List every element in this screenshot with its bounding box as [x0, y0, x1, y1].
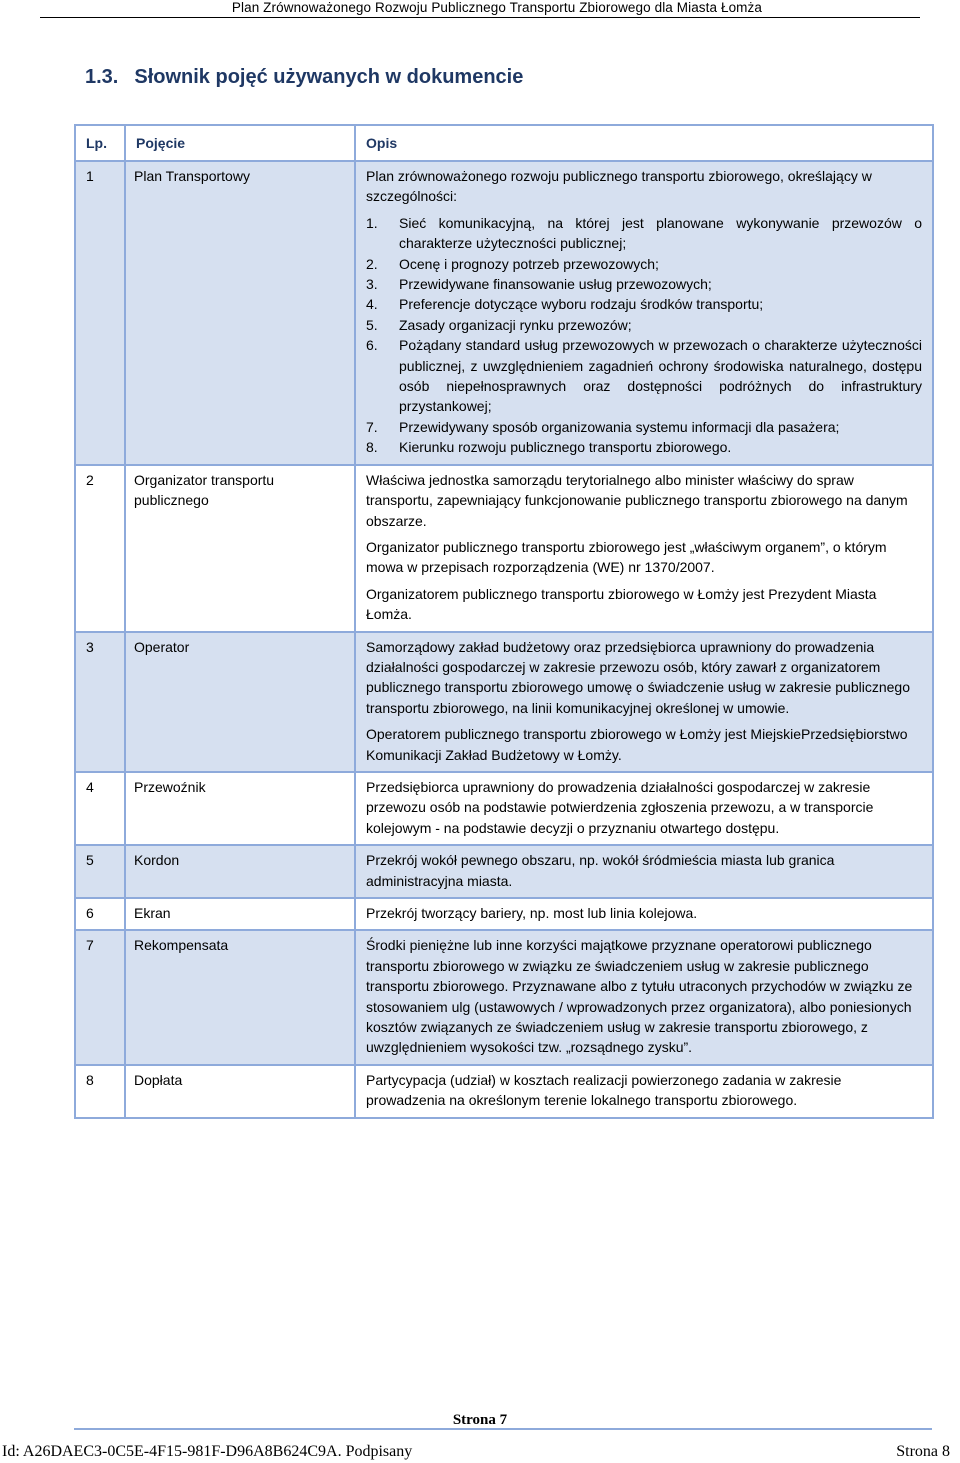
section-title-text: Słownik pojęć używanych w dokumencie	[134, 66, 524, 88]
row-description	[355, 930, 933, 1064]
list-item-text: Kierunku rozwoju publicznego transportu zbiorowego.	[399, 439, 732, 456]
row-term: Kordon	[125, 845, 355, 898]
list-item-number: 1.	[366, 214, 378, 231]
description-intro: Plan zrównoważonego rozwoju publicznego transportu zbiorowego, określający w szczególności:	[366, 168, 872, 205]
row-number: 3	[75, 632, 125, 772]
row-description	[355, 161, 933, 465]
column-header-opis: Opis	[355, 125, 933, 161]
table-row	[75, 161, 933, 465]
list-item-text: Ocenę i prognozy potrzeb przewozowych;	[399, 255, 659, 272]
page-number-label: Strona 7	[452, 1412, 508, 1428]
table-header-row	[75, 125, 933, 161]
row-number: 6	[75, 898, 125, 930]
table-row	[75, 465, 933, 632]
running-header: Plan Zrównoważonego Rozwoju Publicznego Transportu Zbiorowego dla Miasta Łomża	[231, 0, 762, 15]
list-item-number: 7.	[366, 418, 378, 435]
description-paragraph: Przekrój wokół pewnego obszaru, np. wokół śródmieścia miasta lub granica administracyjna miasta.	[366, 852, 835, 889]
list-item-text: Przewidywany sposób organizowania systemu informacji dla pasażera;	[399, 418, 840, 435]
list-item	[366, 213, 922, 254]
list-item	[366, 315, 922, 335]
row-term: Plan Transportowy	[125, 161, 355, 465]
row-term: Ekran	[125, 898, 355, 930]
list-item-text: Zasady organizacji rynku przewozów;	[399, 316, 632, 333]
glossary-table	[74, 124, 934, 1119]
description-paragraph: Organizatorem publicznego transportu zbiorowego w Łomży jest Prezydent Miasta Łomża.	[366, 585, 877, 623]
page-number-right: Strona 8	[896, 1443, 950, 1460]
list-item-text: Preferencje dotyczące wyboru rodzaju środków transportu;	[399, 296, 764, 313]
row-number: 1	[75, 161, 125, 465]
section-title	[85, 64, 523, 90]
column-header-lp: Lp.	[75, 125, 125, 161]
description-paragraph: Środki pieniężne lub inne korzyści majątkowe przyznane operatorowi publicznego transportu zbiorowego w związku ze świadczeniem usług w zakresie publicznego transportu zbiorowego. Przyznawane albo z tytułu utraconych przychodów w związku ze stosowaniem ulg (ustawowych / wprowadzonych przez organizatora), albo poniesionych kosztów związanych ze świadczeniem usług w zakresie transportu zbiorowego, z uwzględnieniem wysokości tzw. „rozsądnego zysku”.	[366, 937, 913, 1056]
row-description	[355, 898, 933, 930]
row-term: Przewoźnik	[125, 772, 355, 845]
list-item	[366, 417, 922, 437]
list-item	[366, 437, 922, 457]
list-item	[366, 254, 922, 274]
footer-rule	[74, 1428, 932, 1430]
list-item-number: 3.	[366, 276, 378, 293]
description-paragraph: Przedsiębiorca uprawniony do prowadzenia działalności gospodarczej w zakresie przewozu osób na podstawie potwierdzenia zgłoszenia przewozu, a w transporcie kolejowym - na podstawie decyzji o przyznaniu otwartego dostępu.	[366, 778, 874, 836]
list-item	[366, 294, 922, 314]
list-item-text: Przewidywane finansowanie usług przewozowych;	[399, 276, 712, 293]
list-item	[366, 335, 922, 417]
row-number: 2	[75, 465, 125, 632]
row-description	[355, 632, 933, 772]
table-row	[75, 930, 933, 1064]
row-description	[355, 772, 933, 845]
list-item-text: Sieć komunikacyjną, na której jest planowane wykonywanie przewozów o charakterze użyteczności publicznej;	[399, 214, 922, 252]
list-item	[366, 274, 922, 294]
description-paragraph: Przekrój tworzący bariery, np. most lub linia kolejowa.	[366, 905, 698, 921]
description-paragraph: Właściwa jednostka samorządu terytorialnego albo minister właściwy do spraw transportu, zapewniający funkcjonowanie publicznego transportu zbiorowego na danym obszarze.	[366, 471, 908, 529]
row-term: Operator	[125, 632, 355, 772]
table-row	[75, 898, 933, 930]
row-description	[355, 465, 933, 632]
list-item-number: 5.	[366, 316, 378, 333]
row-description	[355, 845, 933, 898]
table-row	[75, 1065, 933, 1118]
table-row	[75, 845, 933, 898]
list-item-text: Pożądany standard usług przewozowych w przewozach o charakterze użyteczności publicznej, z uwzględnieniem zagadnień ochrony środowiska naturalnego, dostępu osób niepełnosprawnych oraz dostępności podróżnych do infrastruktury przystankowej;	[399, 337, 922, 415]
row-term: Organizator transportu publicznego	[125, 465, 355, 632]
row-number: 7	[75, 930, 125, 1064]
row-term: Rekompensata	[125, 930, 355, 1064]
description-paragraph: Operatorem publicznego transportu zbiorowego w Łomży jest MiejskiePrzedsiębiorstwo Komunikacji Zakład Budżetowy w Łomży.	[366, 726, 908, 763]
row-description	[355, 1065, 933, 1118]
list-item-number: 8.	[366, 439, 378, 456]
header-rule	[40, 17, 920, 18]
row-number: 5	[75, 845, 125, 898]
table-row	[75, 632, 933, 772]
table-row	[75, 772, 933, 845]
description-paragraph: Samorządowy zakład budżetowy oraz przedsiębiorca uprawniony do prowadzenia działalności gospodarczej w zakresie przewozu osób, który zawarł z organizatorem publicznego transportu zbiorowego umowę o świadczenie usług w zakresie publicznego transportu zbiorowego, na linii komunikacyjnej określonej w umowie.	[366, 638, 910, 716]
row-term: Dopłata	[125, 1065, 355, 1118]
section-number: 1.3.	[85, 66, 119, 88]
description-paragraph: Partycypacja (udział) w kosztach realizacji powierzonego zadania w zakresie prowadzenia na określonym terenie lokalnego transportu zbiorowego.	[366, 1071, 842, 1109]
column-header-pojecie: Pojęcie	[125, 125, 355, 161]
list-item-number: 4.	[366, 296, 378, 313]
row-number: 4	[75, 772, 125, 845]
list-item-number: 6.	[366, 337, 378, 354]
document-id: Id: A26DAEC3-0C5E-4F15-981F-D96A8B624C9A. Podpisany	[2, 1443, 413, 1460]
description-list	[366, 213, 922, 458]
list-item-number: 2.	[366, 255, 378, 272]
description-paragraph: Organizator publicznego transportu zbiorowego jest „właściwym organem”, o którym mowa w przepisach rozporządzenia (WE) nr 1370/2007.	[366, 538, 887, 576]
row-number: 8	[75, 1065, 125, 1118]
